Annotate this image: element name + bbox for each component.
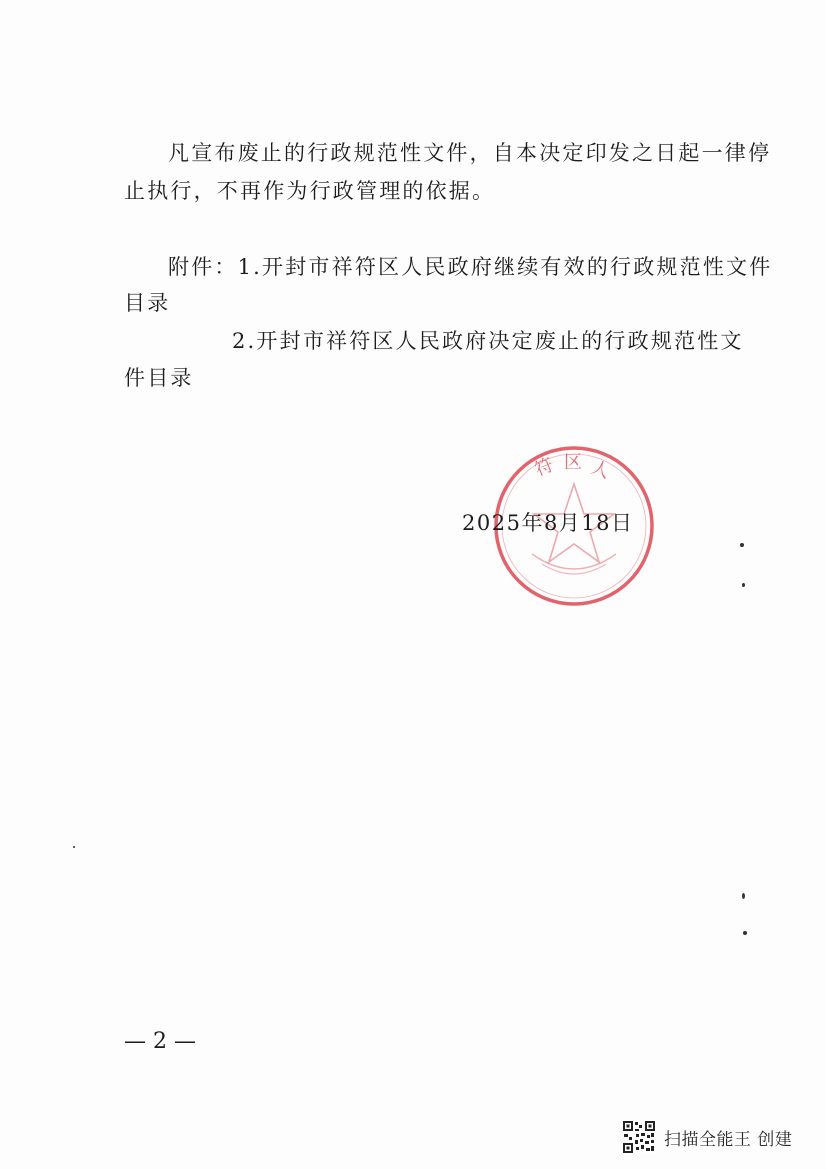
attachment-1-line-2: 目录 [124,291,171,315]
document-date: 2025年8月18日 [462,511,634,535]
scan-speck [742,583,745,587]
stamp-char-3: 人 [588,456,613,483]
attachment-1-line-1: 附件：1.开封市祥符区人民政府继续有效的行政规范性文件 [168,255,773,279]
stamp-char-1: 符 [532,454,557,481]
watermark-text: 扫描全能王 创建 [664,1129,793,1150]
qr-code-icon [622,1120,656,1154]
paragraph-line-1: 凡宣布废止的行政规范性文件，自本决定印发之日起一律停 [168,141,772,165]
attachment-2-line-1: 2.开封市祥符区人民政府决定废止的行政规范性文 [232,329,744,353]
page-number: — 2 — [124,1029,196,1054]
scan-speck [742,893,745,899]
stamp-char-2: 区 [564,452,582,473]
scan-speck [743,931,747,935]
scan-speck [73,846,75,848]
scanner-watermark [622,1117,792,1157]
paragraph-line-2: 止执行，不再作为行政管理的依据。 [124,179,496,203]
scan-speck [740,543,744,547]
attachment-2-line-2: 件目录 [124,366,194,390]
